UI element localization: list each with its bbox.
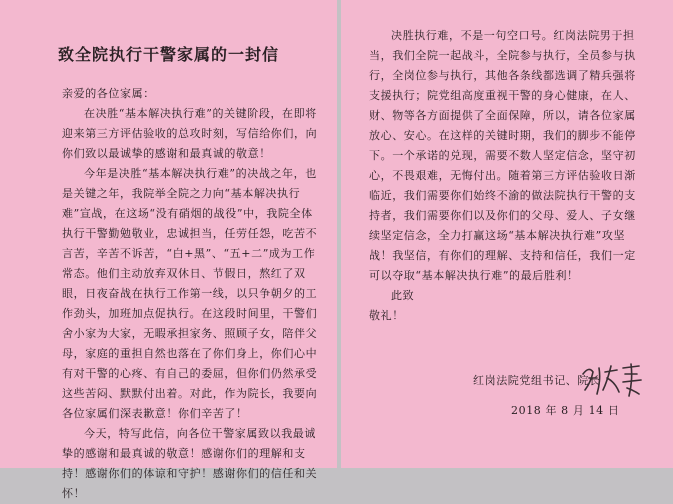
handwritten-signature xyxy=(577,360,647,400)
paragraph: 今年是决胜“基本解决执行难”的决战之年，也是关键之年，我院举全院之力向“基本解决执行难”宣战，在这场“没有硝烟的战役”中，我院全体执行干警勤勉敬业，忠诚担当，任劳任怨，吃苦不言苦，辛苦不诉苦，“白+黑”、“五+二”成为工作常态。他们主动放弃双休日、节假日，熬红了双眼，日夜奋战在执行工作第一线，以只争朝夕的工作劲头，加班加点促执行。在这段时间里，干警们舍小家为大家，无暇承担家务、照顾子女，陪伴父母，家庭的重担自然也落在了你们身上，你们心中有对干警的心疼、有自己的委屈，但你们仍然承受这些苦闷、默默付出着。对此，作为院长，我要向各位家属们深表歉意！你们辛苦了！ xyxy=(62,167,318,420)
signer-title: 红岗法院党组书记、院长 xyxy=(473,374,601,387)
paragraph: 决胜执行难，不是一句空口号。红岗法院男于担当，我们全院一起战斗，全院参与执行，全员参与执行，全岗位参与执行，其他各条线都选调了精兵强将支援执行；院党组高度重视干警的身心健康，在人、财、物等各方面提供了全面保障，所以，请各位家属放心、安心。在这样的关键时期，我们的脚步不能停下。一个承诺的兑现，需要不数人坚定信念，坚守初心，不畏艰难，无悔付出。随着第三方评估验收日渐临近，我们需要你们始终不渝的做法院执行干警的支持者，我们需要你们以及你们的父母、爱人、子女继续坚定信念，全力打赢这场“基本解决执行难”攻坚战！我坚信，有你们的理解、支持和信任，我们一定可以夺取“基本解决执行难”的最后胜利！ xyxy=(369,29,636,282)
letter-body-page-2 xyxy=(369,26,645,326)
paragraph: 今天，特写此信，向各位干警家属致以我最诚挚的感谢和最真诚的敬意！感谢你们的理解和支持！感谢你们的体谅和守护！感谢你们的信任和关怀！ xyxy=(62,427,318,500)
closing-phrase: 此致 xyxy=(391,289,415,302)
closing-salute: 敬礼！ xyxy=(369,309,404,322)
letter-date: 2018 年 8 月 14 日 xyxy=(511,404,620,417)
letter-page-1 xyxy=(0,0,337,500)
paragraph: 在决胜“基本解决执行难”的关键阶段，在即将迎来第三方评估验收的总攻时刻，写信给你们，向你们致以最诚挚的感谢和最真诚的敬意！ xyxy=(62,107,318,160)
letter-page-2 xyxy=(341,0,673,468)
salutation: 亲爱的各位家属： xyxy=(62,87,155,100)
letter-body-page-1 xyxy=(62,84,318,504)
letter-title: 致全院执行干警家属的一封信 xyxy=(57,45,279,64)
